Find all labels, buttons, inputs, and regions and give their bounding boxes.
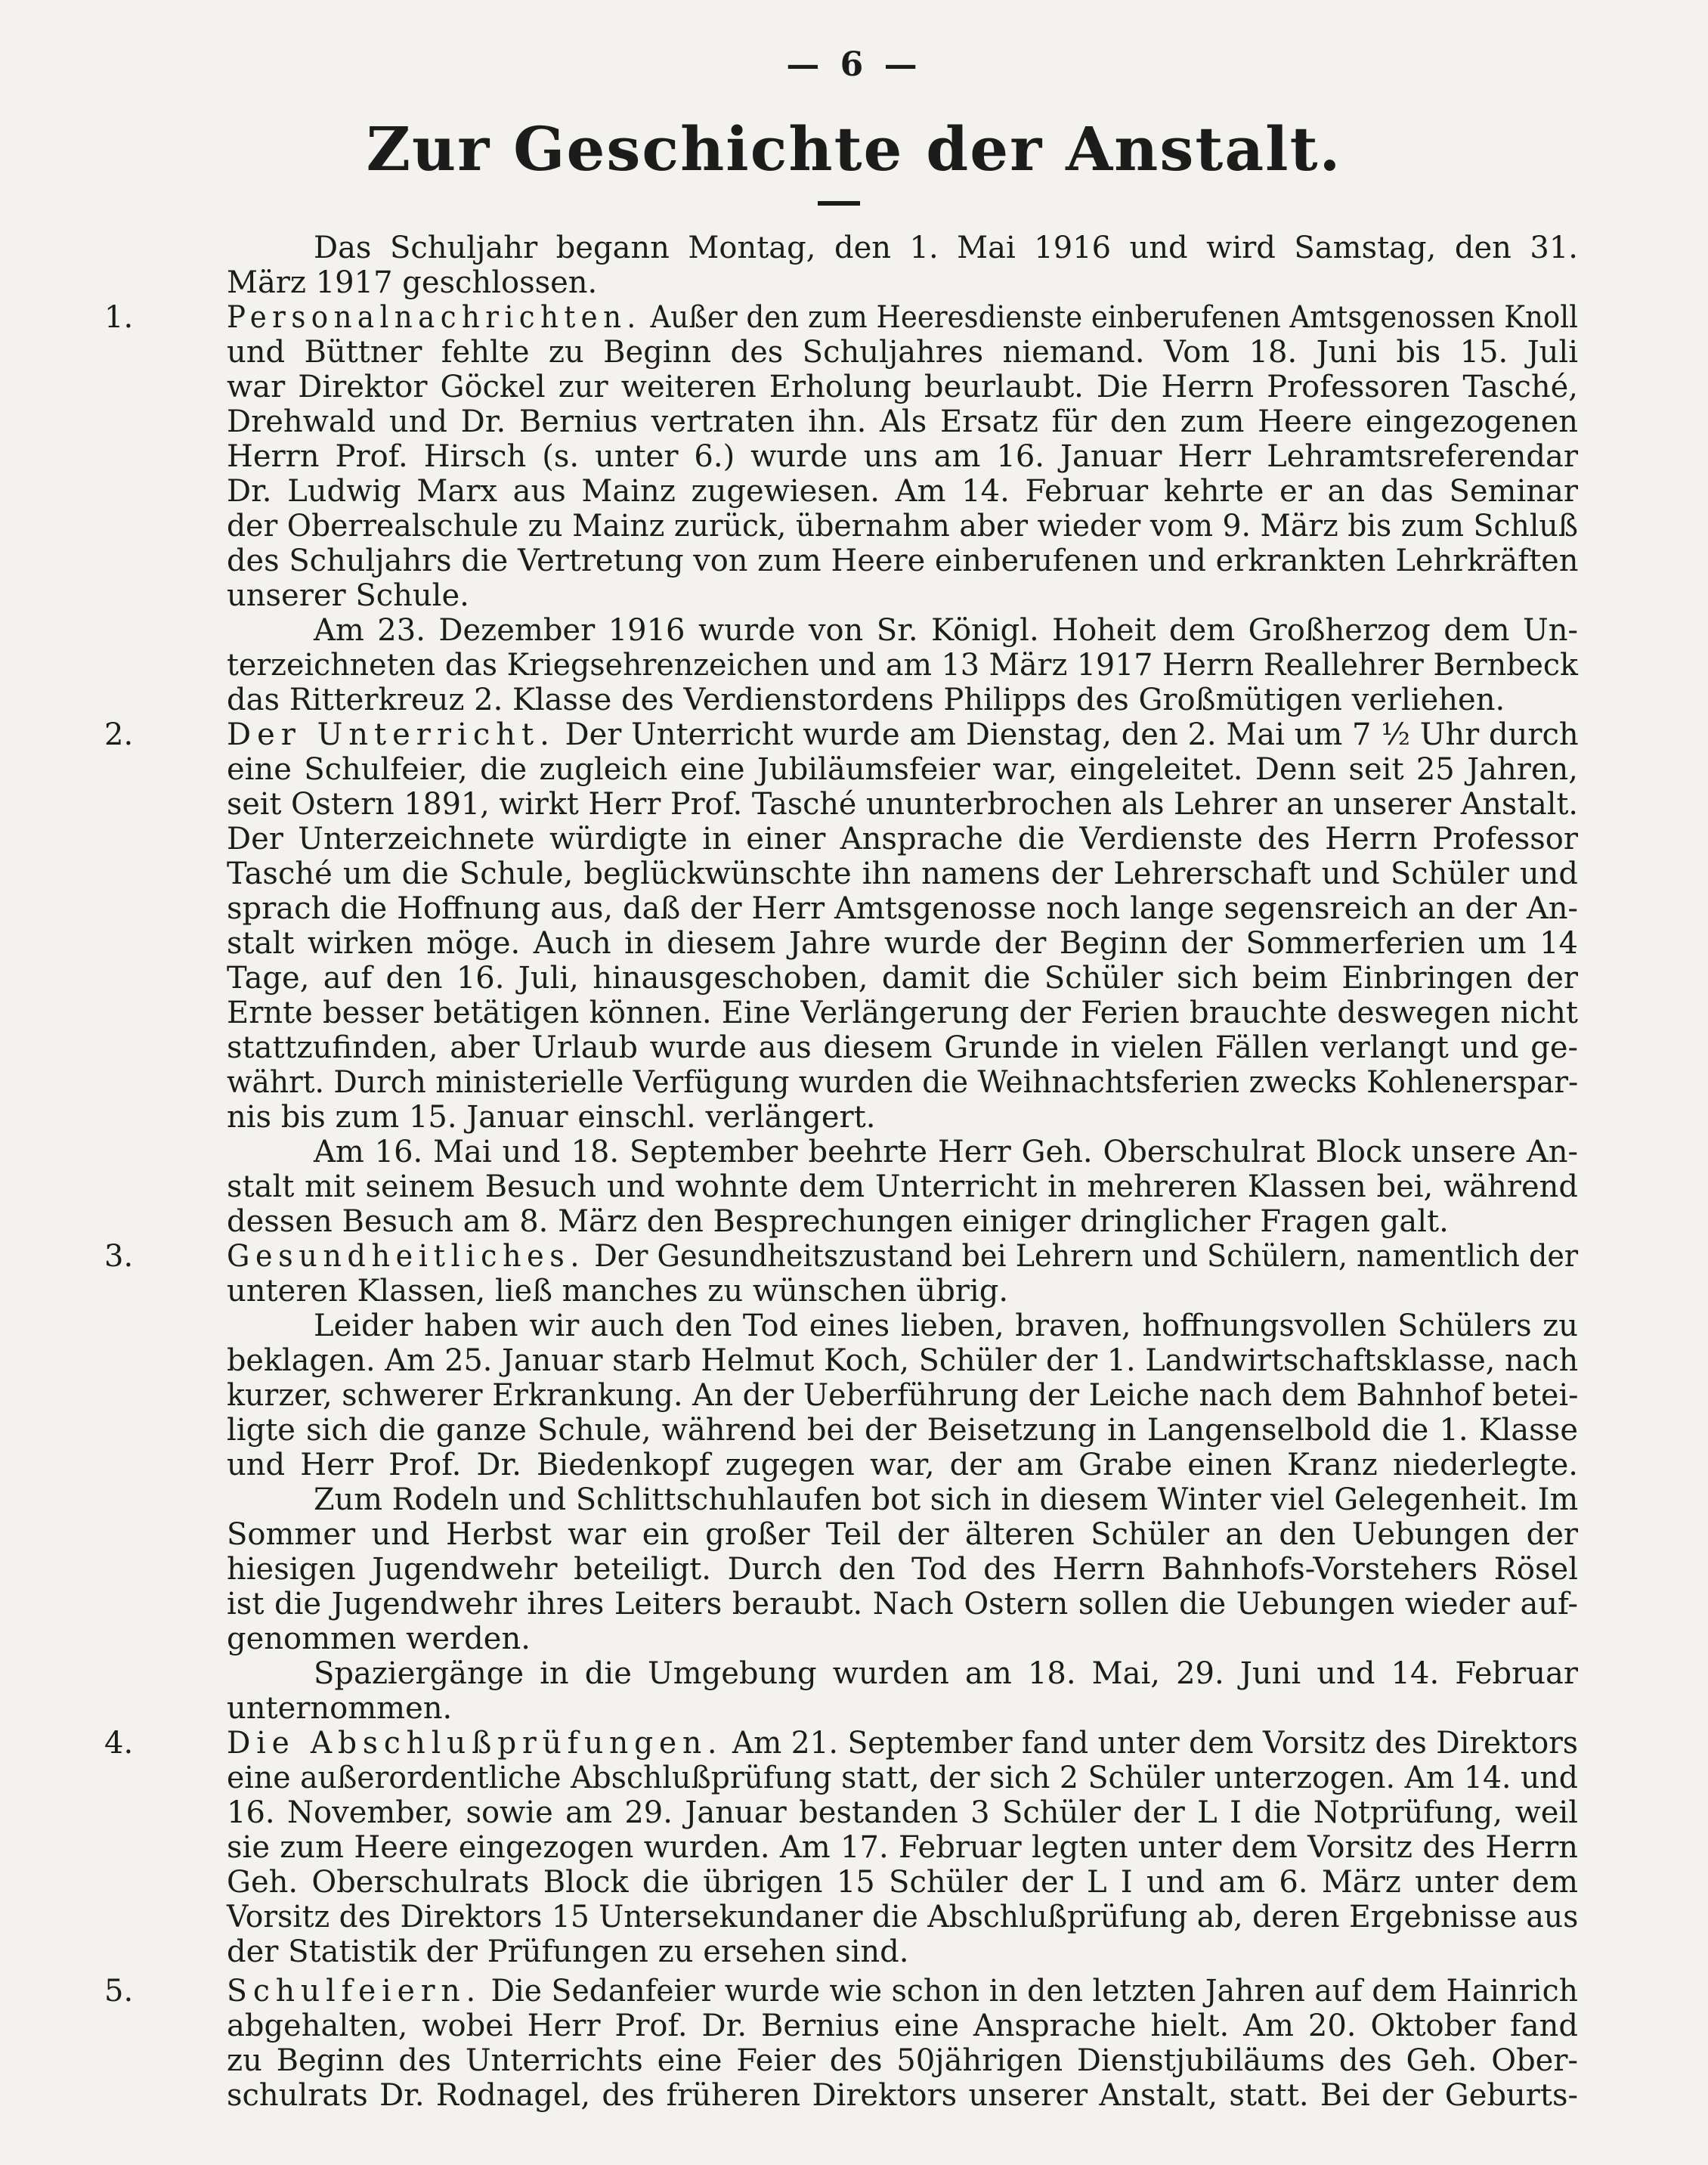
- text-line: der Oberrealschule zu Mainz zurück, übernahm aber wieder vom 9. März bis zum Schluß: [227, 509, 1578, 544]
- text-line: Am 16. Mai und 18. September beehrte Herr Geh. Oberschulrat Block unsere An-: [314, 1135, 1578, 1169]
- text-line: Sommer und Herbst war ein großer Teil der älteren Schüler an den Uebungen der: [227, 1517, 1578, 1552]
- text-line: Spaziergänge in die Umgebung wurden am 18. Mai, 29. Juni und 14. Februar: [314, 1656, 1578, 1691]
- section-number: 1.: [104, 300, 134, 335]
- section-heading: Die Abschlußprüfungen.: [227, 1726, 723, 1761]
- section-heading: Der Unterricht.: [227, 717, 555, 752]
- text-line: 16. November, sowie am 29. Januar bestanden 3 Schüler der L I die Notprüfung, weil: [227, 1795, 1578, 1830]
- text-line: Zum Rodeln und Schlittschuhlaufen bot sich in diesem Winter viel Gelegenheit. Im: [314, 1482, 1579, 1517]
- section-number: 2.: [104, 717, 134, 752]
- text-line: zu Beginn des Unterrichts eine Feier des 50jährigen Dienstjubiläums des Geh. Ober-: [227, 2043, 1578, 2078]
- title-divider: [818, 201, 860, 206]
- section-heading: Schulfeiern.: [227, 1974, 482, 2009]
- section-text: Am 21. September fand unter dem Vorsitz des Direktors: [732, 1726, 1579, 1761]
- text-line: Am 23. Dezember 1916 wurde von Sr. Königl. Hoheit dem Großherzog dem Un-: [314, 613, 1578, 648]
- text-line: Drehwald und Dr. Bernius vertraten ihn. Als Ersatz für den zum Heere eingezogenen: [227, 404, 1578, 439]
- text-line: stalt wirken möge. Auch in diesem Jahre wurde der Beginn der Sommerferien um 14: [227, 926, 1578, 961]
- text-line: stattzufinden, aber Urlaub wurde aus diesem Grunde in vielen Fällen verlangt und ge-: [227, 1030, 1578, 1065]
- section-first-line: [227, 1238, 1578, 1275]
- text-line: und Herr Prof. Dr. Biedenkopf zugegen war, der am Grabe einen Kranz niederlegte.: [227, 1448, 1578, 1482]
- text-line: terzeichneten das Kriegsehrenzeichen und am 13 März 1917 Herrn Reallehrer Bernbeck: [227, 648, 1578, 683]
- text-line: Dr. Ludwig Marx aus Mainz zugewiesen. Am 14. Februar kehrte er an das Seminar: [227, 474, 1578, 509]
- text-line: abgehalten, wobei Herr Prof. Dr. Bernius eine Ansprache hielt. Am 20. Oktober fand: [227, 2009, 1578, 2043]
- text-line: genommen werden.: [227, 1621, 531, 1656]
- text-line: beklagen. Am 25. Januar starb Helmut Koch, Schüler der 1. Landwirtschaftsklasse, nach: [227, 1343, 1579, 1378]
- text-line: stalt mit seinem Besuch und wohnte dem Unterricht in mehreren Klassen bei, während: [227, 1169, 1578, 1204]
- section-number: 3.: [104, 1239, 134, 1274]
- section-number: 5.: [104, 1974, 134, 2009]
- text-line: ist die Jugendwehr ihres Leiters beraubt. Nach Ostern sollen die Uebungen wieder auf-: [227, 1587, 1578, 1621]
- section-first-line: [227, 717, 1578, 753]
- text-line: eine außerordentliche Abschlußprüfung statt, der sich 2 Schüler unterzogen. Am 14. und: [227, 1761, 1578, 1795]
- section-number: 4.: [104, 1726, 134, 1761]
- text-line: schulrats Dr. Rodnagel, des früheren Direktors unserer Anstalt, statt. Bei der Geburts-: [227, 2078, 1578, 2113]
- page-number: — 6 —: [786, 45, 922, 84]
- text-line: Ernte besser betätigen können. Eine Verlängerung der Ferien brauchte deswegen nicht: [227, 996, 1578, 1030]
- text-line: unserer Schule.: [227, 578, 469, 613]
- text-line: sie zum Heere eingezogen wurden. Am 17. Februar legten unter dem Vorsitz des Herrn: [227, 1830, 1578, 1865]
- section-heading: Personalnachrichten.: [227, 300, 642, 335]
- text-line: hiesigen Jugendwehr beteiligt. Durch den Tod des Herrn Bahnhofs-Vorstehers Rösel: [227, 1552, 1578, 1587]
- section-text: Der Unterricht wurde am Dienstag, den 2. Mai um 7 ½ Uhr durch: [565, 717, 1579, 752]
- text-line: Der Unterzeichnete würdigte in einer Ansprache die Verdienste des Herrn Professor: [227, 822, 1578, 856]
- text-line: Tage, auf den 16. Juli, hinausgeschoben, damit die Schüler sich beim Einbringen der: [227, 961, 1578, 996]
- text-line: das Ritterkreuz 2. Klasse des Verdienstordens Philipps des Großmütigen verliehen.: [227, 683, 1505, 717]
- text-line: seit Ostern 1891, wirkt Herr Prof. Tasché ununterbrochen als Lehrer an unserer Anstalt.: [227, 787, 1578, 822]
- text-line: unteren Klassen, ließ manches zu wünschen übrig.: [227, 1274, 1009, 1309]
- text-line: eine Schulfeier, die zugleich eine Jubiläumsfeier war, eingeleitet. Denn seit 25 Jahren,: [227, 752, 1578, 787]
- page-title: Zur Geschichte der Anstalt.: [366, 113, 1342, 184]
- text-line: Tasché um die Schule, beglückwünschte ihn namens der Lehrerschaft und Schüler und: [227, 856, 1578, 891]
- section-text: Der Gesundheitszustand bei Lehrern und Schülern, namentlich der: [594, 1239, 1579, 1274]
- text-line: und Büttner fehlte zu Beginn des Schuljahres niemand. Vom 18. Juni bis 15. Juli: [227, 335, 1578, 370]
- text-line: war Direktor Göckel zur weiteren Erholung beurlaubt. Die Herrn Professoren Tasché,: [227, 370, 1578, 404]
- intro-line: März 1917 geschlossen.: [227, 265, 598, 300]
- text-line: unternommen.: [227, 1691, 453, 1726]
- text-line: währt. Durch ministerielle Verfügung wurden die Weihnachtsferien zwecks Kohlenerspar-: [227, 1065, 1579, 1100]
- section-first-line: [227, 299, 1578, 336]
- text-line: Vorsitz des Direktors 15 Untersekundaner die Abschlußprüfung ab, deren Ergebnisse aus: [227, 1900, 1579, 1934]
- text-line: Herrn Prof. Hirsch (s. unter 6.) wurde uns am 16. Januar Herr Lehramtsreferendar: [227, 439, 1578, 474]
- section-first-line: [227, 1725, 1578, 1761]
- intro-line: Das Schuljahr begann Montag, den 1. Mai 1916 und wird Samstag, den 31.: [314, 231, 1578, 265]
- text-line: der Statistik der Prüfungen zu ersehen sind.: [227, 1934, 909, 1969]
- text-line: Leider haben wir auch den Tod eines lieben, braven, hoffnungsvollen Schülers zu: [314, 1309, 1578, 1343]
- text-line: dessen Besuch am 8. März den Besprechungen einiger dringlicher Fragen galt.: [227, 1204, 1449, 1239]
- section-text: Die Sedanfeier wurde wie schon in den letzten Jahren auf dem Hainrich: [490, 1974, 1578, 2009]
- text-line: Geh. Oberschulrats Block die übrigen 15 Schüler der L I und am 6. März unter dem: [227, 1865, 1578, 1900]
- text-line: ligte sich die ganze Schule, während bei der Beisetzung in Langenselbold die 1. Klasse: [227, 1413, 1578, 1448]
- section-text: Außer den zum Heeresdienste einberufenen Amtsgenossen Knoll: [650, 300, 1579, 335]
- section-first-line: [227, 1973, 1578, 2009]
- text-line: des Schuljahrs die Vertretung von zum Heere einberufenen und erkrankten Lehrkräften: [227, 544, 1579, 578]
- text-line: nis bis zum 15. Januar einschl. verlängert.: [227, 1100, 876, 1135]
- text-line: kurzer, schwerer Erkrankung. An der Ueberführung der Leiche nach dem Bahnhof betei-: [227, 1378, 1579, 1413]
- section-heading: Gesundheitliches.: [227, 1239, 586, 1274]
- text-line: sprach die Hoffnung aus, daß der Herr Amtsgenosse noch lange segensreich an der An-: [227, 891, 1578, 926]
